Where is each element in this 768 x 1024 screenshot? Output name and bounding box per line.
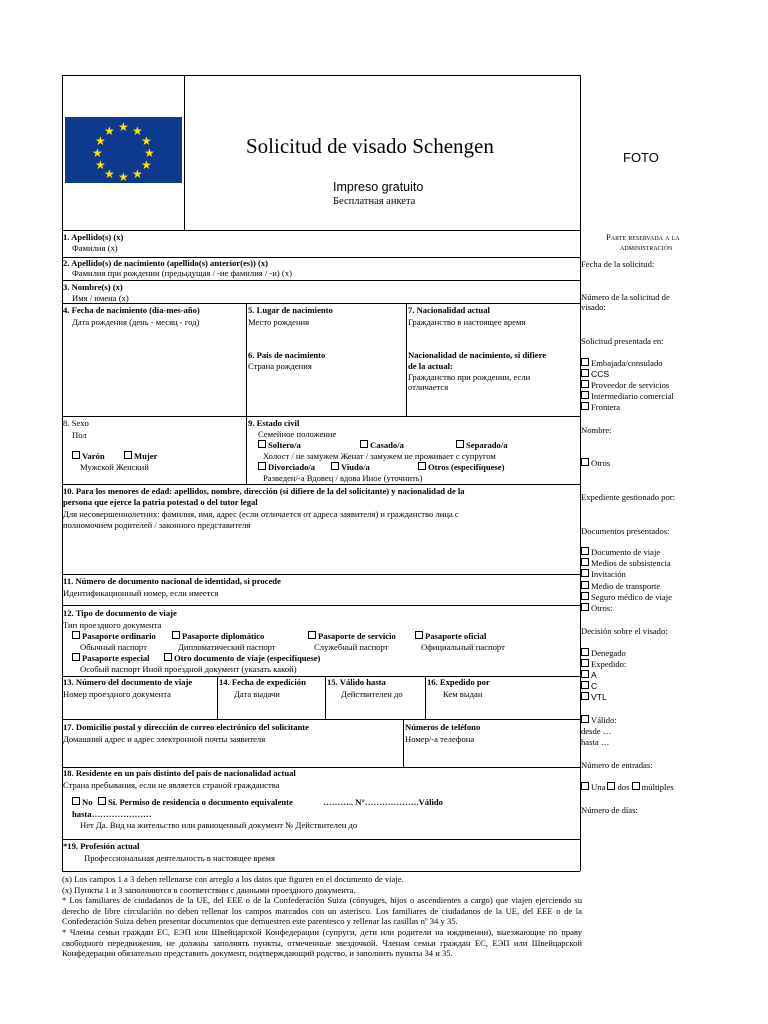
- doc-other-checkbox[interactable]: [164, 653, 172, 661]
- checkbox[interactable]: [581, 458, 589, 466]
- field-4-label-ru: Дата рождения (день - месяц - год): [72, 317, 200, 327]
- checkbox[interactable]: [581, 592, 589, 600]
- checkbox[interactable]: [581, 715, 589, 723]
- opt-text: Otros:: [591, 603, 613, 613]
- checkbox[interactable]: [581, 402, 589, 410]
- admin-name: Nombre:: [581, 425, 612, 435]
- status-widowed-text: Viudo/a: [341, 462, 370, 472]
- photo-box-label: FOTO: [623, 150, 659, 165]
- residence-number-dots: ……….. N°……………….Válido: [323, 797, 443, 807]
- opt-text: Otros: [591, 458, 611, 468]
- status-divorced-option[interactable]: [258, 462, 315, 472]
- flag-star: ★: [132, 167, 143, 181]
- checkbox[interactable]: [581, 603, 589, 611]
- status-separated-option[interactable]: [456, 440, 508, 450]
- status-divorced-checkbox[interactable]: [258, 462, 266, 470]
- doc-official-text: Pasaporte oficial: [425, 631, 487, 641]
- admin-decision-opt[interactable]: [581, 681, 597, 691]
- field-6-label: 6. País de nacimiento: [248, 350, 326, 360]
- doc-row1-ru-d: Официальный паспорт: [421, 642, 505, 652]
- doc-service-checkbox[interactable]: [308, 631, 316, 639]
- field-12-label: 12. Tipo de documento de viaje: [63, 608, 177, 618]
- field-10-label: 10. Para los menores de edad: apellidos, nombre, dirección (si difiere de la del solicitante) y nacionalidad de la: [63, 486, 465, 496]
- admin-decision: Decisión sobre el visado:: [581, 626, 668, 636]
- checkbox[interactable]: [581, 558, 589, 566]
- status-separated-text: Separado/a: [466, 440, 508, 450]
- sex-male-checkbox[interactable]: [72, 451, 80, 459]
- field-9-label-ru: Семейное положение: [258, 429, 337, 439]
- checkbox[interactable]: [581, 547, 589, 555]
- checkbox[interactable]: [581, 670, 589, 678]
- doc-row1-ru-a: Обычный паспорт: [80, 642, 147, 652]
- status-single-text: Soltero/a: [268, 440, 301, 450]
- field-1-label: 1. Apellido(s) (x): [63, 232, 124, 242]
- admin-heading-2: administración: [620, 242, 673, 252]
- sex-male-option[interactable]: [72, 451, 105, 461]
- free-form-label-ru: Бесплатная анкета: [333, 196, 416, 207]
- status-row2-ru: Разведен/-а Вдовец / вдова Иное (уточнить): [263, 473, 423, 483]
- form-title: Solicitud de visado Schengen: [246, 134, 494, 158]
- field-1-label-ru: Фамилия (x): [72, 243, 118, 253]
- field-18-label: 18. Residente en un país distinto del país de nacionalidad actual: [63, 768, 296, 778]
- sex-male-text: Varón: [82, 451, 105, 461]
- field-18-label-ru: Страна пребывания, если не является страной гражданства: [63, 780, 280, 790]
- doc-service-text: Pasaporte de servicio: [318, 631, 396, 641]
- footnote: (x) Los campos 1 a 3 deben rellenarse con arreglo a los datos que figuren en el documento de viaje.: [62, 874, 404, 884]
- status-single-option[interactable]: [258, 440, 301, 450]
- field-9-label: 9. Estado civil: [248, 418, 300, 428]
- doc-special-text: Pasaporte especial: [82, 653, 150, 663]
- admin-opt-border[interactable]: [581, 402, 620, 412]
- admin-decision-opt[interactable]: [581, 659, 626, 669]
- footnote: * Члены семьи граждан ЕС, ЕЭП или Швейцарской Конфедерации (супруги, дети или родители на иждивении), выезжающие по праву свободного передвижения, не должны заполнять пункты, отмеченные звездочкой. Членам семьи граждан ЕС, ЕЭП или Швейцарской Конфедерации обязательно представить документ, подтверждающий родство, и заполнить пункты 34 и 35.: [62, 926, 582, 959]
- footnote: * Los familiares de ciudadanos de la UE, del EEE o de la Confederación Suiza (cónyuges, hijos o ascendientes a cargo) que viajen ejerciendo su derecho de libre circulación no deben rellenar los campos marcados con un asterisco. Los familiares de ciudadanos de la UE, del EEE o de la Confederación Suiza deben presentar documentos que demuestren este parentesco y rellenar las casillas nº 34 y 35.: [62, 895, 582, 927]
- admin-doc-opt[interactable]: [581, 547, 660, 557]
- doc-other-text: Otro documento de viaje (especifíquese): [174, 653, 321, 663]
- flag-star: ★: [141, 158, 152, 172]
- residence-yes-checkbox[interactable]: [98, 797, 106, 805]
- admin-heading: Parte reservada a la: [606, 232, 680, 242]
- admin-valid[interactable]: [581, 715, 617, 725]
- opt-text: Válido:: [591, 715, 617, 725]
- field-3-label: 3. Nombre(s) (x): [63, 282, 123, 292]
- admin-opt-embassy[interactable]: [581, 358, 663, 368]
- admin-date: Fecha de la solicitud:: [581, 259, 655, 269]
- field-12-label-ru: Тип проездного документа: [63, 620, 162, 630]
- field-5-label-ru: Место рождения: [248, 317, 310, 327]
- field-10-label-2: persona que ejerce la patria potestad o del tutor legal: [63, 497, 258, 507]
- opt-text: Documento de viaje: [591, 547, 661, 557]
- checkbox[interactable]: [581, 782, 589, 790]
- opt-text: Proveedor de servicios: [591, 380, 670, 390]
- opt-text: múltiples: [641, 782, 674, 792]
- admin-doc-opt[interactable]: [581, 558, 671, 568]
- field-10-label-ru: Для несовершеннолетних: фамилия, имя, адрес (если отличается от адреса заявителя) и гражданство лица с: [63, 509, 459, 519]
- opt-text: Medio de transporte: [591, 581, 661, 591]
- status-separated-checkbox[interactable]: [456, 440, 464, 448]
- checkbox[interactable]: [581, 369, 589, 377]
- admin-opt-ccs[interactable]: [581, 369, 609, 379]
- opt-text: Medios de subsistencia: [591, 558, 671, 568]
- admin-doc-opt[interactable]: [581, 581, 660, 591]
- admin-handled-by: Expediente gestionado por:: [581, 492, 676, 502]
- checkbox[interactable]: [581, 648, 589, 656]
- field-16-label-ru: Кем выдан: [443, 689, 483, 699]
- doc-service-option[interactable]: [308, 631, 396, 641]
- field-7b-label-ru: Гражданство при рождении, если: [408, 372, 531, 382]
- checkbox[interactable]: [581, 681, 589, 689]
- opt-text: dos: [617, 782, 630, 792]
- admin-number-2: visado:: [581, 302, 606, 312]
- doc-ordinary-option[interactable]: [72, 631, 156, 641]
- checkbox[interactable]: [581, 659, 589, 667]
- field-15-label: 15. Válido hasta: [327, 677, 386, 687]
- field-13-label: 13. Número del documento de viaje: [63, 677, 193, 687]
- residence-ru: Нет Да. Вид на жительство или равноценный документ № Действителен до: [80, 820, 358, 830]
- status-other-checkbox[interactable]: [418, 462, 426, 470]
- flag-star: ★: [92, 146, 103, 160]
- residence-yes-option[interactable]: [98, 797, 293, 807]
- opt-text: Seguro médico de viaje: [591, 592, 672, 602]
- status-married-option[interactable]: [360, 440, 404, 450]
- field-2-label-ru: Фамилия при рождении (предыдущая / -ие фамилия / -и) (x): [72, 268, 292, 278]
- status-single-checkbox[interactable]: [258, 440, 266, 448]
- status-other-option[interactable]: [418, 462, 504, 472]
- field-7-label: 7. Nacionalidad actual: [408, 305, 490, 315]
- doc-ordinary-checkbox[interactable]: [72, 631, 80, 639]
- checkbox[interactable]: [607, 782, 615, 790]
- status-married-checkbox[interactable]: [360, 440, 368, 448]
- field-15-label-ru: Действителен до: [341, 689, 403, 699]
- field-13-label-ru: Номер проездного документа: [63, 689, 171, 699]
- admin-submitted: Solicitud presentada en:: [581, 336, 664, 346]
- residence-no-checkbox[interactable]: [72, 797, 80, 805]
- doc-special-checkbox[interactable]: [72, 653, 80, 661]
- admin-entries: Número de entradas:: [581, 760, 653, 770]
- doc-special-option[interactable]: [72, 653, 150, 663]
- field-3-label-ru: Имя / имена (x): [72, 293, 129, 303]
- field-7b-label: Nacionalidad de nacimiento, si difiere: [408, 350, 547, 360]
- checkbox[interactable]: [581, 692, 589, 700]
- opt-text: Intermediario comercial: [591, 391, 674, 401]
- flag-star: ★: [104, 124, 115, 138]
- opt-text: CCS: [591, 369, 610, 379]
- sex-female-option[interactable]: [124, 451, 157, 461]
- status-widowed-option[interactable]: [331, 462, 370, 472]
- opt-text: A: [591, 670, 597, 680]
- status-married-text: Casado/a: [370, 440, 404, 450]
- sex-female-text: Mujer: [134, 451, 158, 461]
- admin-decision-opt[interactable]: [581, 692, 607, 702]
- footnote: (x) Пункты 1 и 3 заполняются в соответствии с данными проездного документа.: [62, 884, 356, 895]
- flag-star: ★: [118, 170, 129, 184]
- field-10-label-ru-2: полномочием родителей / законного представителя: [63, 520, 251, 530]
- opt-text: Frontera: [591, 402, 621, 412]
- field-11-label-ru: Идентификационный номер, если имеется: [63, 588, 219, 598]
- flag-star: ★: [104, 167, 115, 181]
- field-14-label-ru: Дата выдачи: [234, 689, 280, 699]
- opt-text: VTL: [591, 692, 607, 702]
- admin-doc-opt[interactable]: [581, 569, 626, 579]
- status-widowed-checkbox[interactable]: [331, 462, 339, 470]
- admin-documents: Documentos presentados:: [581, 526, 670, 536]
- admin-opt-provider[interactable]: [581, 380, 669, 390]
- field-8-label-ru: Пол: [72, 430, 87, 440]
- field-19-label: *19. Profesión actual: [63, 841, 140, 851]
- residence-yes-text: Sí. Permiso de residencia o documento equivalente: [108, 797, 293, 807]
- field-5-label: 5. Lugar de nacimiento: [248, 305, 333, 315]
- doc-row1-ru-c: Служебный паспорт: [314, 642, 389, 652]
- admin-doc-opt[interactable]: [581, 592, 672, 602]
- field-6-label-ru: Страна рождения: [248, 361, 312, 371]
- doc-diplomatic-checkbox[interactable]: [172, 631, 180, 639]
- sex-female-checkbox[interactable]: [124, 451, 132, 459]
- admin-decision-opt[interactable]: [581, 648, 626, 658]
- field-17-label: 17. Domicilio postal y dirección de correo electrónico del solicitante: [63, 722, 309, 732]
- field-7-label-ru: Гражданство в настоящее время: [408, 317, 526, 327]
- checkbox[interactable]: [581, 358, 589, 366]
- status-divorced-text: Divorciado/a: [268, 462, 316, 472]
- opt-text: Invitación: [591, 569, 626, 579]
- field-7b-label-2: de la actual:: [408, 361, 453, 371]
- residence-no-text: No: [82, 797, 93, 807]
- free-form-label: Impreso gratuito: [333, 180, 424, 194]
- admin-number: Número de la solicitud de: [581, 292, 670, 302]
- admin-days: Número de días:: [581, 805, 638, 815]
- field-16-label: 16. Expedido por: [427, 677, 490, 687]
- admin-until: hasta …: [581, 737, 610, 747]
- field-8-label: 8. Sexo: [63, 418, 89, 428]
- doc-official-option[interactable]: [415, 631, 486, 641]
- field-11-label: 11. Número de documento nacional de identidad, si procede: [63, 576, 281, 586]
- checkbox[interactable]: [581, 581, 589, 589]
- admin-opt-intermediary[interactable]: [581, 391, 674, 401]
- opt-text: C: [591, 681, 598, 691]
- flag-star: ★: [144, 146, 155, 160]
- residence-no-option[interactable]: [72, 797, 93, 807]
- field-2-label: 2. Apellido(s) de nacimiento (apellido(s) anterior(es)) (x): [63, 258, 269, 268]
- opt-text: Embajada/consulado: [591, 358, 663, 368]
- doc-diplomatic-text: Pasaporte diplomático: [182, 631, 265, 641]
- doc-ordinary-text: Pasaporte ordinario: [82, 631, 156, 641]
- phone-label: Números de teléfono: [405, 722, 481, 732]
- phone-label-ru: Номер/-а телефона: [405, 734, 475, 744]
- field-19-label-ru: Профессиональная деятельность в настоящее время: [84, 853, 275, 863]
- field-7b-label-ru-2: отличается: [408, 382, 449, 392]
- flag-star: ★: [95, 158, 106, 172]
- doc-diplomatic-option[interactable]: [172, 631, 264, 641]
- opt-text: Expedido:: [591, 659, 627, 669]
- flag-star: ★: [132, 124, 143, 138]
- sex-options-ru: Мужской Женский: [80, 462, 149, 472]
- footnotes: [62, 874, 582, 959]
- admin-doc-opt[interactable]: [581, 603, 612, 613]
- flag-star: ★: [95, 134, 106, 148]
- field-4-label: 4. Fecha de nacimiento (día-mes-año): [63, 305, 200, 315]
- checkbox[interactable]: [632, 782, 640, 790]
- admin-entries-opts[interactable]: [581, 782, 674, 792]
- flag-star: ★: [141, 134, 152, 148]
- doc-row1-ru-b: Дипломатический паспорт: [178, 642, 276, 652]
- residence-hasta: hasta…………………: [72, 809, 152, 819]
- opt-text: Denegado: [591, 648, 626, 658]
- admin-decision-opt[interactable]: [581, 670, 597, 680]
- doc-official-checkbox[interactable]: [415, 631, 423, 639]
- field-14-label: 14. Fecha de expedición: [219, 677, 306, 687]
- opt-text: Una: [591, 782, 606, 792]
- checkbox[interactable]: [581, 569, 589, 577]
- field-17-label-ru: Домашний адрес и адрес электронной почты заявителя: [63, 734, 266, 744]
- checkbox[interactable]: [581, 391, 589, 399]
- flag-star: ★: [118, 120, 129, 134]
- checkbox[interactable]: [581, 380, 589, 388]
- doc-row2-ru: Особый паспорт Иной проездной документ (указать какой): [80, 664, 297, 674]
- doc-other-option[interactable]: [164, 653, 320, 663]
- admin-from: desde …: [581, 726, 612, 736]
- status-other-text: Otros (especifíquese): [428, 462, 505, 472]
- admin-opt-others[interactable]: [581, 458, 610, 468]
- status-row1-ru: Холост / не замужем Женат / замужем не проживает с супругом: [263, 451, 496, 461]
- eu-flag: [65, 117, 182, 183]
